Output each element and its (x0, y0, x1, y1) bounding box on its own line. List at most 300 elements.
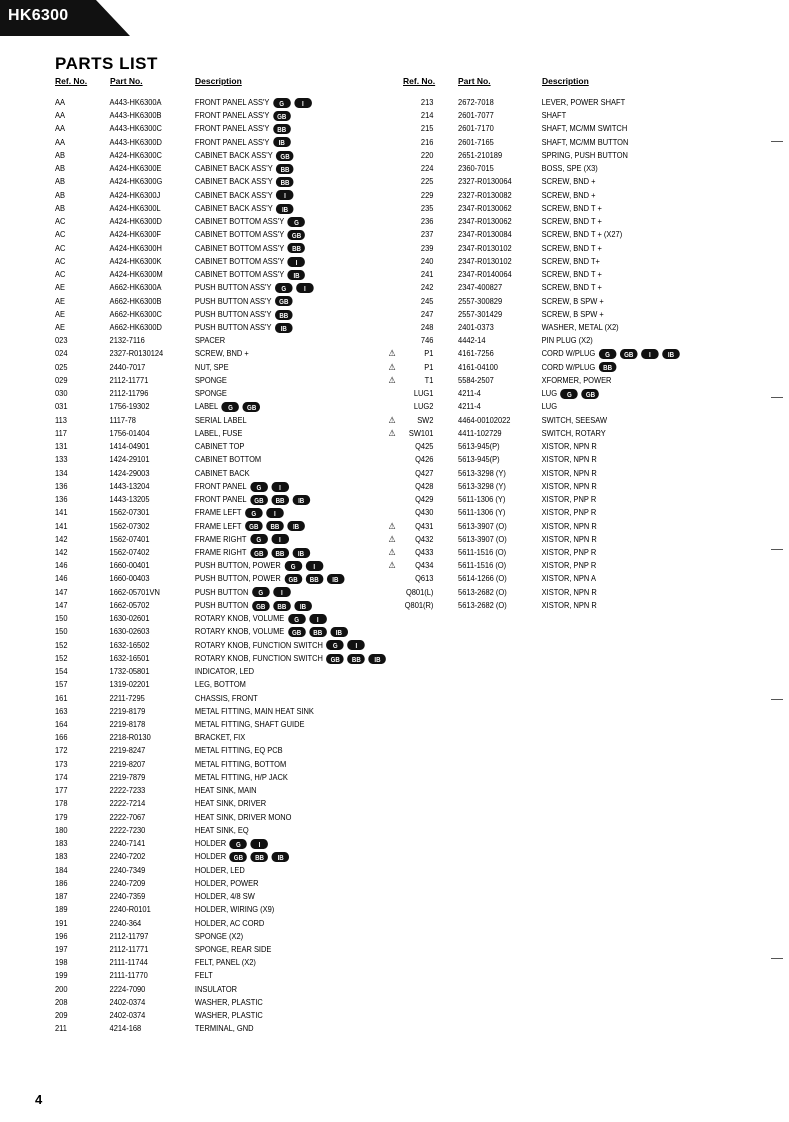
region-badge: GB (252, 601, 270, 611)
description (195, 797, 266, 810)
description (542, 586, 597, 599)
region-badge: GB (326, 654, 344, 664)
part-no: 2112-11771 (109, 374, 149, 385)
part-no: A662-HK6300B (109, 295, 162, 306)
table-row (385, 122, 755, 135)
col-header-desc: Description (542, 76, 589, 86)
table-row (55, 744, 425, 757)
ref-no: Q429 (415, 494, 434, 505)
ref-no: 142 (55, 533, 68, 544)
region-badge: G (326, 640, 344, 650)
part-no: 4211-4 (458, 401, 481, 412)
description-text: METAL FITTING, SHAFT GUIDE (194, 719, 305, 730)
description (542, 347, 680, 360)
part-no: 5613-2682 (O) (458, 586, 507, 597)
ref-no: P1 (424, 361, 434, 372)
table-row (55, 943, 425, 956)
table-row (55, 308, 425, 321)
table-row (55, 1009, 425, 1022)
description (195, 784, 257, 797)
ref-no: 029 (55, 374, 68, 385)
description-text: CABINET BACK ASS'Y (194, 163, 273, 174)
table-row (55, 493, 425, 506)
description (195, 956, 256, 969)
ref-no: 235 (420, 202, 434, 213)
description-text: HOLDER, AC CORD (194, 917, 265, 928)
description (542, 321, 619, 334)
description-text: XISTOR, PNP R (541, 546, 597, 557)
ref-no: 136 (55, 480, 68, 491)
ref-no: Q427 (415, 467, 434, 478)
region-badge: IB (292, 548, 310, 558)
ref-no: 154 (55, 666, 68, 677)
col-header-part: Part No. (458, 76, 491, 86)
part-no: 2360-7015 (458, 163, 494, 174)
ref-no: 746 (420, 335, 434, 346)
table-row (55, 109, 425, 122)
description (195, 771, 288, 784)
region-badge: GB (273, 111, 291, 121)
ref-no: 245 (420, 295, 434, 306)
part-no: A424-HK6300L (109, 202, 161, 213)
ref-no: 142 (55, 546, 68, 557)
ref-no: 198 (55, 957, 68, 968)
part-no: 2111-11744 (109, 957, 148, 968)
description (195, 917, 264, 930)
ref-no: 186 (55, 877, 68, 888)
description-text: HEAT SINK, DRIVER (194, 798, 267, 809)
part-no: 2327-R0130064 (458, 176, 512, 187)
part-no: A424-HK6300G (109, 176, 163, 187)
ref-no: 237 (420, 229, 434, 240)
region-badge: IB (288, 270, 306, 280)
description-text: CORD W/PLUG (541, 361, 596, 372)
ref-no: 214 (420, 110, 434, 121)
part-no: A662-HK6300A (109, 282, 162, 293)
table-row (55, 692, 425, 705)
ref-no: 236 (420, 216, 434, 227)
table-row (385, 136, 755, 149)
table-row (55, 797, 425, 810)
part-no: 2240-7141 (109, 838, 146, 849)
table-row (55, 215, 425, 228)
region-badge: I (271, 534, 289, 544)
region-badge: G (250, 482, 268, 492)
part-no: 2240-R0101 (109, 904, 151, 915)
part-no: 2222-7214 (109, 798, 146, 809)
description (542, 480, 597, 493)
table-row (55, 453, 425, 466)
table-row (55, 149, 425, 162)
warning-icon: ⚠ (388, 533, 396, 544)
table-row (55, 520, 425, 533)
ref-no: AB (55, 163, 65, 174)
region-badge: G (222, 402, 240, 412)
ref-no: 196 (55, 930, 68, 941)
ref-no: Q425 (415, 441, 434, 452)
part-no: 2651-210189 (458, 149, 503, 160)
warning-icon: ⚠ (388, 414, 396, 425)
part-no: 4214-168 (109, 1023, 142, 1034)
margin-mark (771, 958, 783, 959)
ref-no: 117 (55, 427, 67, 438)
description-text: BRACKET, FIX (194, 732, 246, 743)
part-no: 2347-R0130062 (458, 202, 512, 213)
description-text: INDICATOR, LED (194, 666, 255, 677)
part-no: 4211-4 (458, 388, 481, 399)
ref-no: LUG2 (413, 401, 434, 412)
description-text: HOLDER, LED (194, 864, 245, 875)
description (195, 520, 305, 533)
description (542, 228, 623, 241)
region-badge: BB (309, 627, 327, 637)
table-row (385, 149, 755, 162)
part-no: 2219-8247 (109, 745, 146, 756)
part-no: 2111-11770 (109, 970, 148, 981)
table-row (55, 665, 425, 678)
part-no: 2218-R0130 (109, 732, 151, 743)
description (195, 281, 314, 294)
part-no: A443-HK6300B (109, 110, 162, 121)
description-text: ROTARY KNOB, FUNCTION SWITCH (194, 652, 323, 663)
part-no: 1443-13204 (109, 480, 150, 491)
page-number: 4 (35, 1092, 43, 1107)
description-text: SCREW, BND T+ (541, 255, 600, 266)
part-no: 2327-R0130082 (458, 189, 512, 200)
description-text: FRONT PANEL ASS'Y (194, 110, 270, 121)
part-no: 5613-3907 (O) (458, 533, 507, 544)
part-no: 2347-R0130084 (458, 229, 512, 240)
description-text: XISTOR, NPN R (541, 533, 597, 544)
description-text: SPRING, PUSH BUTTON (541, 149, 628, 160)
table-row (55, 771, 425, 784)
description-text: LUG (541, 401, 558, 412)
table-row (55, 136, 425, 149)
ref-no: 146 (55, 560, 68, 571)
ref-no: 147 (55, 599, 68, 610)
part-no: A424-HK6300F (109, 229, 162, 240)
region-badge: BB (599, 362, 617, 372)
description-text: INSULATOR (194, 983, 238, 994)
region-badge: BB (305, 574, 323, 584)
description-text: NUT, SPE (194, 361, 229, 372)
region-badge: GB (245, 521, 263, 531)
region-badge: BB (275, 310, 293, 320)
table-row (55, 347, 425, 360)
part-no: A662-HK6300C (109, 308, 162, 319)
region-badge: GB (250, 495, 268, 505)
table-row (385, 321, 755, 334)
description (542, 109, 567, 122)
warning-icon: ⚠ (388, 560, 396, 571)
description-text: XISTOR, NPN R (541, 520, 597, 531)
ref-no: AC (55, 216, 66, 227)
description-text: FRONT PANEL ASS'Y (194, 97, 270, 107)
region-badge: GB (620, 349, 638, 359)
description-text: FRAME RIGHT (194, 546, 247, 557)
ref-no: 161 (55, 692, 68, 703)
description (195, 427, 242, 440)
description-text: SPONGE (194, 388, 227, 399)
part-no: 2222-7067 (109, 811, 146, 822)
description-text: PUSH BUTTON, POWER (194, 560, 281, 571)
ref-no: 208 (55, 996, 68, 1007)
warning-icon: ⚠ (388, 348, 396, 359)
ref-no: AB (55, 189, 65, 200)
table-row (55, 969, 425, 982)
description (195, 467, 250, 480)
description-text: HOLDER (194, 851, 227, 862)
region-badge: BB (276, 164, 294, 174)
description-text: CABINET BACK ASS'Y (194, 202, 273, 213)
region-badge: I (641, 349, 659, 359)
description (195, 546, 310, 559)
description (195, 321, 293, 334)
region-badge: IB (273, 137, 291, 147)
table-row (55, 546, 425, 559)
description-text: SPACER (194, 335, 226, 346)
ref-no: 024 (55, 348, 68, 359)
ref-no: 166 (55, 732, 68, 743)
ref-no: 173 (55, 758, 68, 769)
part-no: 4161-04100 (458, 361, 498, 372)
part-no: 2112-11796 (109, 388, 149, 399)
description (195, 943, 271, 956)
table-row (385, 347, 755, 360)
ref-no: 213 (420, 97, 434, 107)
region-badge: I (309, 614, 327, 624)
warning-icon: ⚠ (388, 361, 396, 372)
warning-icon: ⚠ (388, 427, 396, 438)
table-row (55, 467, 425, 480)
description-text: SCREW, BND T + (X27) (541, 229, 623, 240)
part-no: 2327-R0130124 (109, 348, 164, 359)
description (195, 718, 305, 731)
part-no: 5611-1516 (O) (458, 560, 507, 571)
description (542, 467, 597, 480)
table-row (55, 784, 425, 797)
description-text: SWITCH, ROTARY (541, 427, 606, 438)
description-text: XISTOR, NPN R (541, 441, 597, 452)
table-row (385, 175, 755, 188)
table-row (385, 427, 755, 440)
table-row (385, 255, 755, 268)
table-row (55, 480, 425, 493)
table-row (385, 334, 755, 347)
ref-no: 172 (55, 745, 68, 756)
ref-no: Q426 (415, 454, 434, 465)
description-text: ROTARY KNOB, VOLUME (194, 613, 285, 624)
ref-no: AC (55, 255, 66, 266)
description (195, 1022, 254, 1035)
ref-no: 147 (55, 586, 68, 597)
region-badge: G (273, 98, 291, 108)
description (195, 334, 225, 347)
description-text: PUSH BUTTON (194, 586, 249, 597)
table-row (385, 480, 755, 493)
table-row (385, 96, 755, 109)
table-row (55, 1022, 425, 1035)
table-row (55, 917, 425, 930)
ref-no: AC (55, 242, 66, 253)
ref-no: Q430 (415, 507, 434, 518)
part-no: 5613-945(P) (458, 441, 500, 452)
description-text: CORD W/PLUG (541, 348, 596, 359)
table-row (55, 202, 425, 215)
table-row (55, 824, 425, 837)
table-row (385, 572, 755, 585)
region-badge: G (252, 587, 270, 597)
description (195, 572, 344, 585)
description (195, 440, 244, 453)
description (195, 255, 305, 268)
ref-no: 209 (55, 1010, 68, 1021)
table-row (55, 890, 425, 903)
description (195, 996, 263, 1009)
description-text: SCREW, BND T + (541, 282, 602, 293)
ref-no: 134 (55, 467, 68, 478)
description-text: LUG (541, 388, 558, 399)
description-text: CABINET BOTTOM ASS'Y (194, 229, 285, 240)
region-badge: IB (330, 627, 348, 637)
description-text: SWITCH, SEESAW (541, 414, 608, 425)
description (195, 983, 237, 996)
ref-no: AC (55, 269, 66, 280)
region-badge: I (266, 508, 284, 518)
table-row (55, 811, 425, 824)
ref-no: 164 (55, 719, 68, 730)
ref-no: SW2 (417, 414, 434, 425)
part-no: 5613-3907 (O) (458, 520, 507, 531)
table-row (55, 652, 425, 665)
part-no: 2240-7349 (109, 864, 146, 875)
description-text: XISTOR, PNP R (541, 507, 597, 518)
description-text: PUSH BUTTON ASS'Y (194, 295, 272, 306)
table-row (55, 228, 425, 241)
description (542, 242, 602, 255)
description (195, 639, 365, 652)
description (195, 162, 294, 175)
warning-icon: ⚠ (388, 520, 396, 531)
part-no: 2211-7295 (109, 692, 145, 703)
description (542, 572, 596, 585)
description (195, 824, 249, 837)
table-row (385, 533, 755, 546)
table-row (385, 453, 755, 466)
description-text: HOLDER (194, 838, 227, 849)
description (195, 400, 261, 413)
description (195, 268, 305, 281)
part-no: 2219-8179 (109, 705, 146, 716)
description-text: FRONT PANEL (194, 494, 247, 505)
part-no: 2347-400827 (458, 282, 503, 293)
part-no: 2402-0374 (109, 1010, 146, 1021)
ref-no: 191 (55, 917, 68, 928)
description-text: PUSH BUTTON ASS'Y (194, 321, 272, 332)
table-row (385, 387, 755, 400)
ref-no: Q433 (415, 546, 434, 557)
part-no: 1756-19302 (109, 401, 150, 412)
description (542, 440, 597, 453)
part-no: 2222-7230 (109, 824, 146, 835)
description (542, 546, 597, 559)
part-no: 1424-29003 (109, 467, 150, 478)
description (195, 242, 305, 255)
description (195, 414, 247, 427)
table-row (55, 983, 425, 996)
description-text: FRAME RIGHT (194, 533, 247, 544)
table-row (55, 506, 425, 519)
ref-no: 247 (420, 308, 434, 319)
part-no: 1732-05801 (109, 666, 150, 677)
margin-mark (771, 397, 783, 398)
margin-mark (771, 141, 783, 142)
description (195, 506, 284, 519)
ref-no: 216 (420, 136, 434, 147)
table-row (385, 374, 755, 387)
table-row (55, 242, 425, 255)
ref-no: LUG1 (413, 388, 434, 399)
description (195, 903, 274, 916)
ref-no: AC (55, 229, 66, 240)
ref-no: AA (55, 110, 65, 121)
description-text: FRONT PANEL ASS'Y (194, 136, 270, 147)
ref-no: 225 (420, 176, 434, 187)
description (195, 625, 348, 638)
description (542, 149, 628, 162)
table-row (385, 268, 755, 281)
col-header-desc: Description (195, 76, 242, 86)
part-no: 1562-07301 (109, 507, 150, 518)
description (542, 361, 617, 374)
table-row (55, 559, 425, 572)
description-text: PUSH BUTTON ASS'Y (194, 308, 272, 319)
part-no: 2401-0373 (458, 321, 494, 332)
description-text: FRONT PANEL (194, 480, 247, 491)
col-header-part: Part No. (110, 76, 143, 86)
ref-no: AA (55, 123, 65, 134)
description (542, 493, 597, 506)
part-no: 2440-7017 (109, 361, 146, 372)
description-text: HEAT SINK, EQ (194, 824, 249, 835)
description (195, 308, 293, 321)
description (542, 453, 597, 466)
ref-no: 189 (55, 904, 68, 915)
ref-no: Q432 (415, 533, 434, 544)
description (542, 374, 612, 387)
description (195, 149, 294, 162)
part-no: 2219-7879 (109, 771, 146, 782)
description (195, 612, 327, 625)
description (195, 109, 291, 122)
description-text: SHAFT (541, 110, 567, 121)
table-row (55, 414, 425, 427)
part-no: 5613-3298 (Y) (458, 480, 506, 491)
description-text: PIN PLUG (X2) (541, 335, 593, 346)
ref-no: AE (55, 282, 65, 293)
part-no: 1562-07401 (109, 533, 150, 544)
description-text: LEG, BOTTOM (194, 679, 246, 690)
region-badge: I (288, 257, 306, 267)
warning-icon: ⚠ (388, 546, 396, 557)
ref-no: 174 (55, 771, 68, 782)
description (542, 189, 596, 202)
description-text: XISTOR, PNP R (541, 494, 597, 505)
ref-no: 150 (55, 626, 68, 637)
part-no: 1117-78 (109, 414, 136, 425)
table-row (55, 996, 425, 1009)
region-badge: IB (369, 654, 387, 664)
